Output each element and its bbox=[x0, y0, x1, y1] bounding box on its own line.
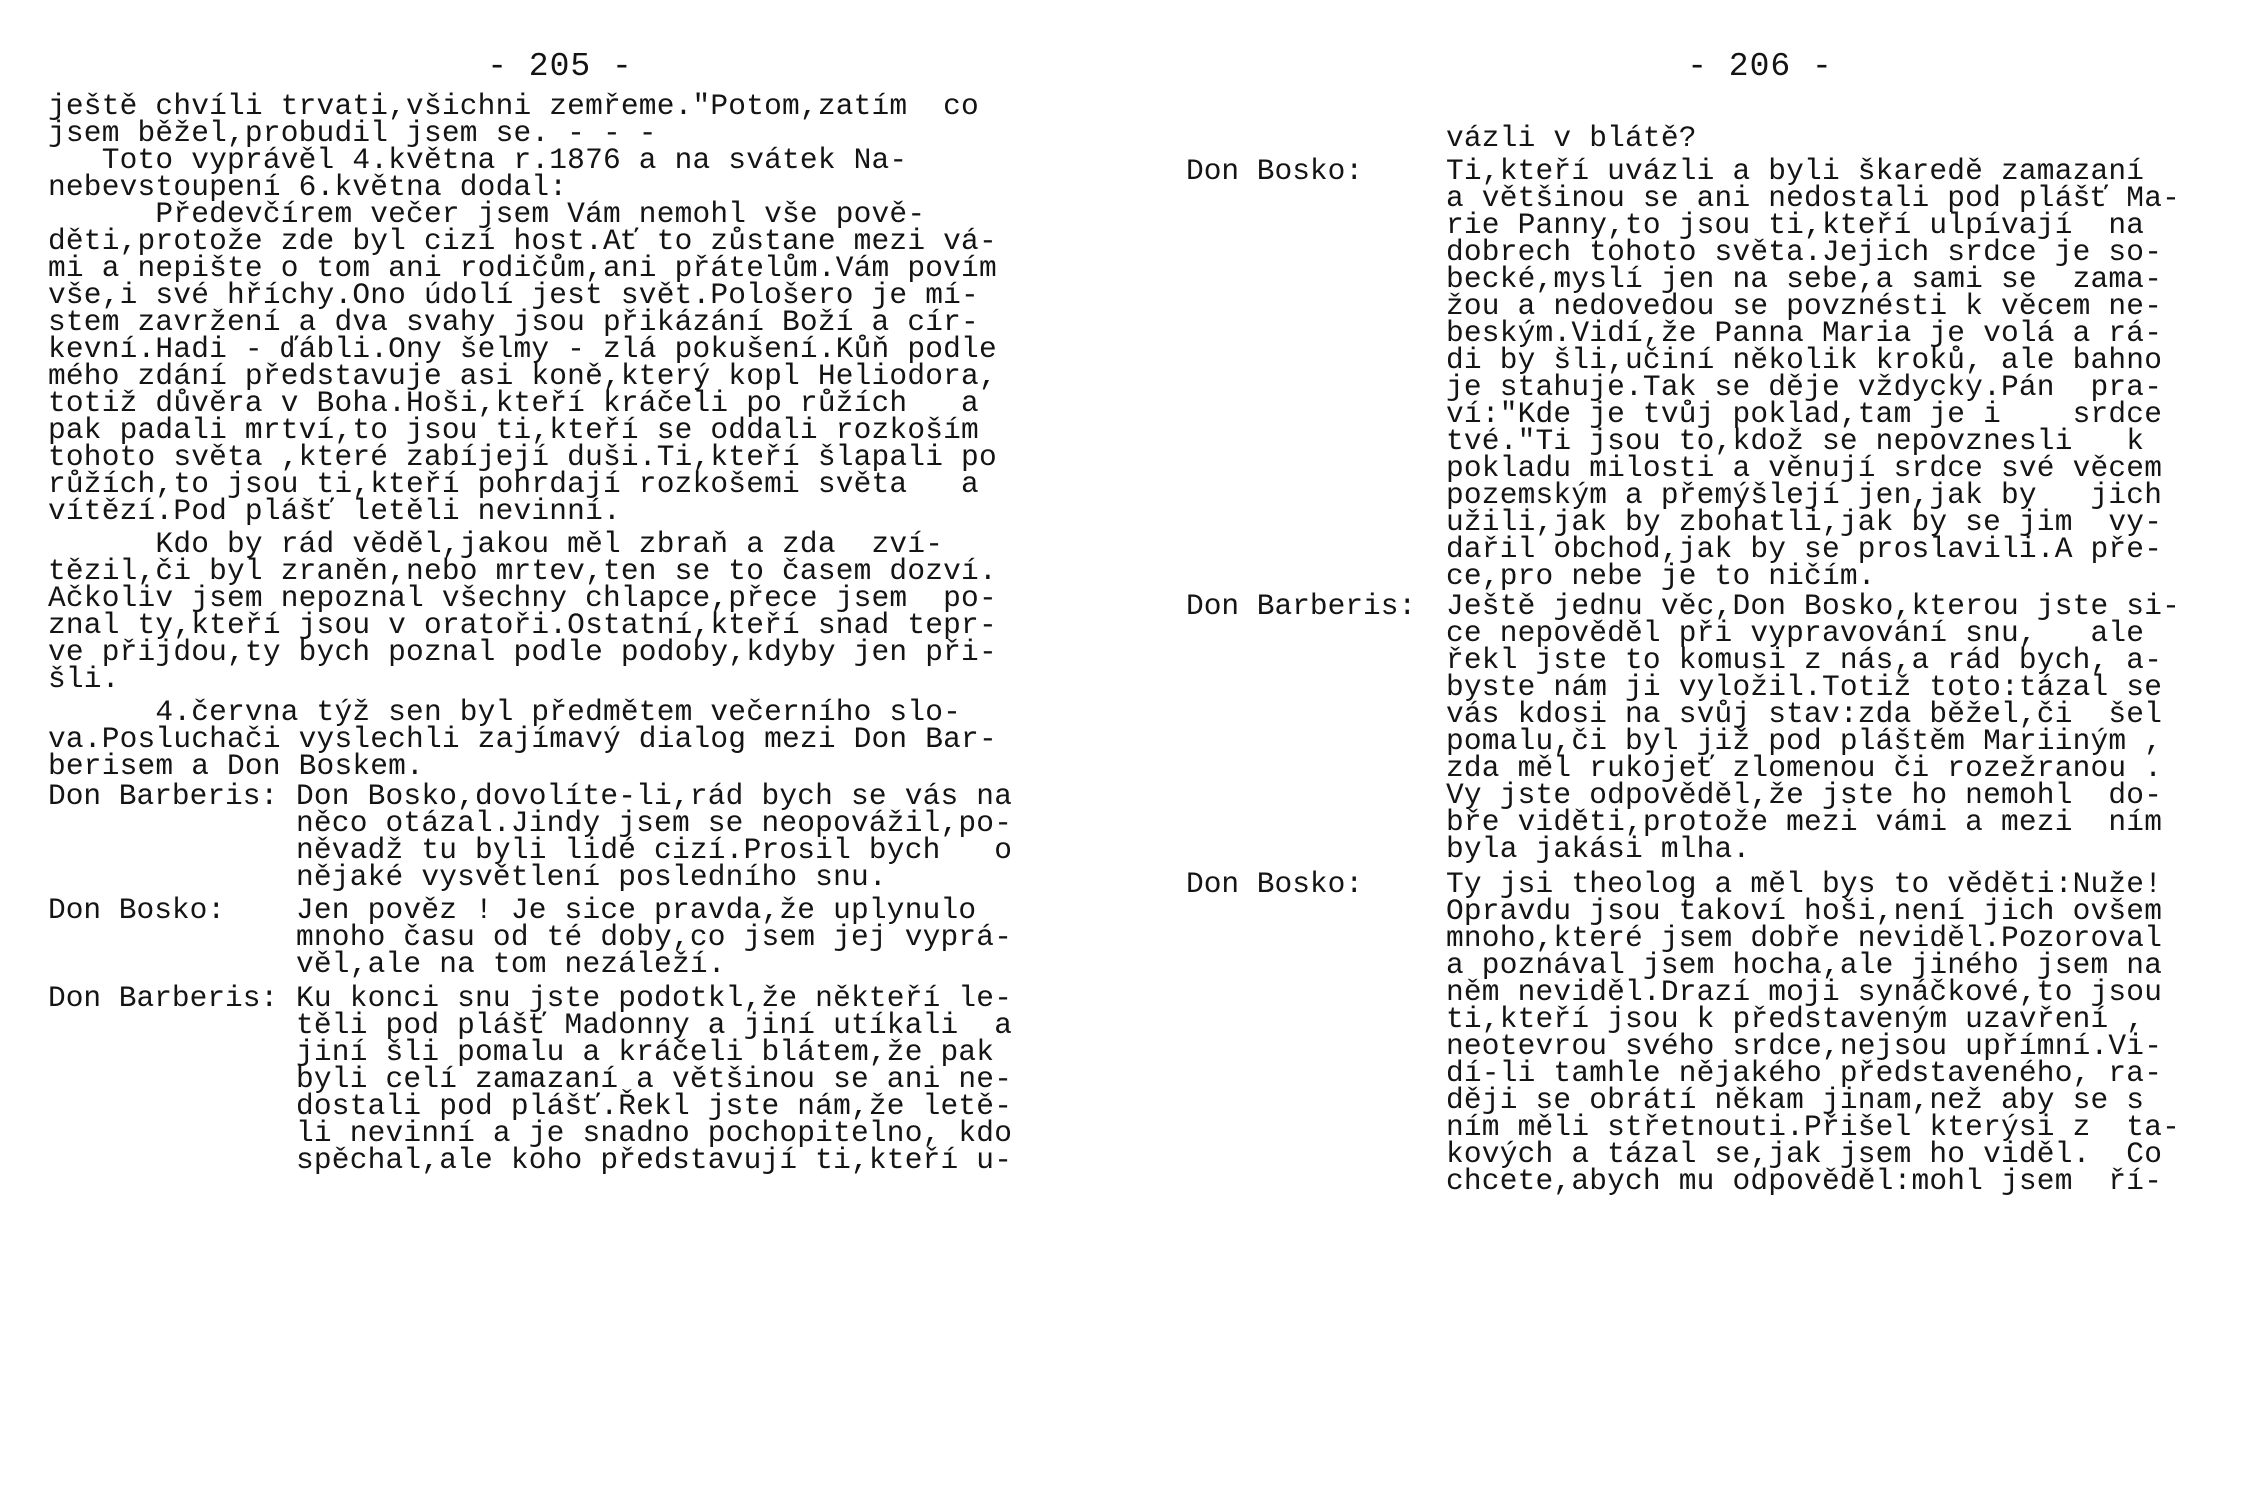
dialogue-line: Ti,kteří uvázli a byli škaredě zamazaní bbox=[1446, 154, 2145, 188]
speaker-label: Don Bosko: bbox=[1186, 867, 1364, 901]
text-line: mi a nepište o tom ani rodičům,ani přátelům.Vám povím bbox=[48, 251, 997, 285]
text-line: tohoto světa ,které zabíjejí duši.Ti,kteří šlapali po bbox=[48, 440, 997, 474]
text-line: šli. bbox=[48, 662, 120, 696]
dialogue-line: něm neviděl.Drazí moji synáčkové,to jsou bbox=[1446, 975, 2163, 1009]
dialogue-line: ději se obrátí někam jinam,než aby se s bbox=[1446, 1083, 2145, 1117]
dialogue-line: di by šli,učiní několik kroků, ale bahno bbox=[1446, 343, 2163, 377]
page-number-206: - 206 - bbox=[1687, 48, 1833, 85]
dialogue-line: Opravdu jsou takoví hoši,není jich ovšem bbox=[1446, 894, 2163, 928]
text-line: děti,protože zde byl cizí host.Ať to zůstane mezi vá- bbox=[48, 224, 997, 258]
dialogue-line: věl,ale na tom nezáleží. bbox=[296, 947, 726, 981]
text-line: 4.června týž sen byl předmětem večerního slo- bbox=[48, 695, 962, 729]
speaker-label: Don Barberis: bbox=[1186, 589, 1417, 623]
dialogue-line: ce nepověděl při vypravování snu, ale bbox=[1446, 616, 2145, 650]
speaker-label: Don Bosko: bbox=[1186, 154, 1364, 188]
text-line: vítězí.Pod plášť letěli nevinní. bbox=[48, 494, 621, 528]
dialogue-line: dobrech tohoto světa.Jejich srdce je so- bbox=[1446, 235, 2163, 269]
text-line: Ačkoliv jsem nepoznal všechny chlapce,přece jsem po- bbox=[48, 581, 997, 615]
dialogue-line: něco otázal.Jindy jsem se neopovážil,po- bbox=[296, 806, 1013, 840]
text-line: Toto vyprávěl 4.května r.1876 a na svátek Na- bbox=[48, 143, 908, 177]
page-number-205: - 205 - bbox=[487, 48, 633, 85]
dialogue-line: a většinou se ani nedostali pod plášť Ma- bbox=[1446, 181, 2181, 215]
text-line: jsem běžel,probudil jsem se. - - - bbox=[48, 116, 657, 150]
text-line: totiž důvěra v Boha.Hoši,kteří kráčeli po růžích a bbox=[48, 386, 979, 420]
dialogue-line: pokladu milosti a věnují srdce své věcem bbox=[1446, 451, 2163, 485]
dialogue-line: ce,pro nebe je to ničím. bbox=[1446, 559, 1876, 593]
speaker-label: Don Barberis: bbox=[48, 981, 279, 1015]
text-line: nebevstoupení 6.května dodal: bbox=[48, 170, 568, 204]
dialogue-line: něvadž tu byli lidé cizí.Prosil bych o bbox=[296, 833, 1013, 867]
dialogue-line: byli celí zamazaní a většinou se ani ne- bbox=[296, 1062, 1013, 1096]
dialogue-line: žou a nedovedou se povznésti k věcem ne- bbox=[1446, 289, 2163, 323]
speaker-label: Don Bosko: bbox=[48, 893, 226, 927]
speaker-label: Don Barberis: bbox=[48, 779, 279, 813]
dialogue-line: bře viděti,protože mezi vámi a mezi ním bbox=[1446, 805, 2163, 839]
dialogue-line: rie Panny,to jsou ti,kteří ulpívají na bbox=[1446, 208, 2145, 242]
text-line: pak padali mrtví,to jsou ti,kteří se oddali rozkoším bbox=[48, 413, 979, 447]
dialogue-line: vás kdosi na svůj stav:zda běžel,či šel bbox=[1446, 697, 2163, 731]
dialogue-line: mnoho,které jsem dobře neviděl.Pozoroval bbox=[1446, 921, 2163, 955]
dialogue-line: chcete,abych mu odpověděl:mohl jsem ří- bbox=[1446, 1164, 2163, 1198]
dialogue-line: becké,myslí jen na sebe,a sami se zama- bbox=[1446, 262, 2163, 296]
text-line: stem zavržení a dva svahy jsou přikázání Boží a cír- bbox=[48, 305, 979, 339]
text-line: Kdo by rád věděl,jakou měl zbraň a zda zví- bbox=[48, 527, 944, 561]
dialogue-line: pozemským a přemýšlejí jen,jak by jich bbox=[1446, 478, 2163, 512]
dialogue-line: mnoho času od té doby,co jsem jej vyprá- bbox=[296, 920, 1013, 954]
dialogue-line: jiní šli pomalu a kráčeli blátem,že pak bbox=[296, 1035, 995, 1069]
dialogue-line: tvé."Ti jsou to,kdož se nepovznesli k bbox=[1446, 424, 2145, 458]
dialogue-line: spěchal,ale koho představují ti,kteří u- bbox=[296, 1143, 1013, 1177]
text-line: ve přijdou,ty bych poznal podle podoby,kdyby jen při- bbox=[48, 635, 997, 669]
dialogue-line: ti,kteří jsou k představeným uzavření , bbox=[1446, 1002, 2145, 1036]
dialogue-line: ním měli střetnouti.Přišel kterýsi z ta- bbox=[1446, 1110, 2181, 1144]
right-page bbox=[1130, 0, 2260, 1500]
dialogue-line: nějaké vysvětlení posledního snu. bbox=[296, 860, 887, 894]
text-line: kevní.Hadi - ďábli.Ony šelmy - zlá pokušení.Kůň podle bbox=[48, 332, 997, 366]
dialogue-line: neotevrou svého srdce,nejsou upřímní.Vi- bbox=[1446, 1029, 2163, 1063]
dialogue-line: a poznával jsem hocha,ale jiného jsem na bbox=[1446, 948, 2163, 982]
dialogue-line: byla jakási mlha. bbox=[1446, 832, 1751, 866]
text-line: vše,i své hříchy.Ono údolí jest svět.Pološero je mí- bbox=[48, 278, 979, 312]
dialogue-line: Ty jsi theolog a měl bys to věděti:Nuže! bbox=[1446, 867, 2163, 901]
text-line: mého zdání představuje asi koně,který kopl Heliodora, bbox=[48, 359, 997, 393]
dialogue-line: zda měl rukojeť zlomenou či rozežranou . bbox=[1446, 751, 2163, 785]
dialogue-line: Ku konci snu jste podotkl,že někteří le- bbox=[296, 981, 1013, 1015]
dialogue-line: je stahuje.Tak se děje vždycky.Pán pra- bbox=[1446, 370, 2163, 404]
text-line: ještě chvíli trvati,všichni zemřeme."Potom,zatím co bbox=[48, 89, 979, 123]
dialogue-line: dařil obchod,jak by se proslavili.A pře- bbox=[1446, 532, 2163, 566]
dialogue-line: dí-li tamhle nějakého představeného, ra- bbox=[1446, 1056, 2163, 1090]
dialogue-line: pomalu,či byl již pod pláštěm Mariiným , bbox=[1446, 724, 2163, 758]
dialogue-line: ví:"Kde je tvůj poklad,tam je i srdce bbox=[1446, 397, 2163, 431]
dialogue-line: beským.Vidí,že Panna Maria je volá a rá- bbox=[1446, 316, 2163, 350]
dialogue-line: vázli v blátě? bbox=[1446, 121, 1697, 155]
text-line: znal ty,kteří jsou v oratoři.Ostatní,kteří snad tepr- bbox=[48, 608, 997, 642]
text-line: růžích,to jsou ti,kteří pohrdají rozkošemi světa a bbox=[48, 467, 979, 501]
text-line: berisem a Don Boskem. bbox=[48, 749, 424, 783]
dialogue-line: Ještě jednu věc,Don Bosko,kterou jste si- bbox=[1446, 589, 2181, 623]
dialogue-line: těli pod plášť Madonny a jiní utíkali a bbox=[296, 1008, 1013, 1042]
text-line: Předevčírem večer jsem Vám nemohl vše pově- bbox=[48, 197, 926, 231]
dialogue-line: byste nám ji vyložil.Totiž toto:tázal se bbox=[1446, 670, 2163, 704]
text-line: va.Posluchači vyslechli zajímavý dialog mezi Don Bar- bbox=[48, 722, 997, 756]
dialogue-line: dostali pod plášť.Řekl jste nám,že letě- bbox=[296, 1089, 1013, 1123]
dialogue-line: li nevinní a je snadno pochopitelno, kdo bbox=[296, 1116, 1013, 1150]
dialogue-line: Don Bosko,dovolíte-li,rád bych se vás na bbox=[296, 779, 1013, 813]
dialogue-line: Jen pověz ! Je sice pravda,že uplynulo bbox=[296, 893, 977, 927]
dialogue-line: řekl jste to komusi z nás,a rád bych, a- bbox=[1446, 643, 2163, 677]
dialogue-line: Vy jste odpověděl,že jste ho nemohl do- bbox=[1446, 778, 2163, 812]
dialogue-line: užili,jak by zbohatli,jak by se jim vy- bbox=[1446, 505, 2163, 539]
text-line: tězil,či byl zraněn,nebo mrtev,ten se to časem dozví. bbox=[48, 554, 997, 588]
dialogue-line: kových a tázal se,jak jsem ho viděl. Co bbox=[1446, 1137, 2163, 1171]
